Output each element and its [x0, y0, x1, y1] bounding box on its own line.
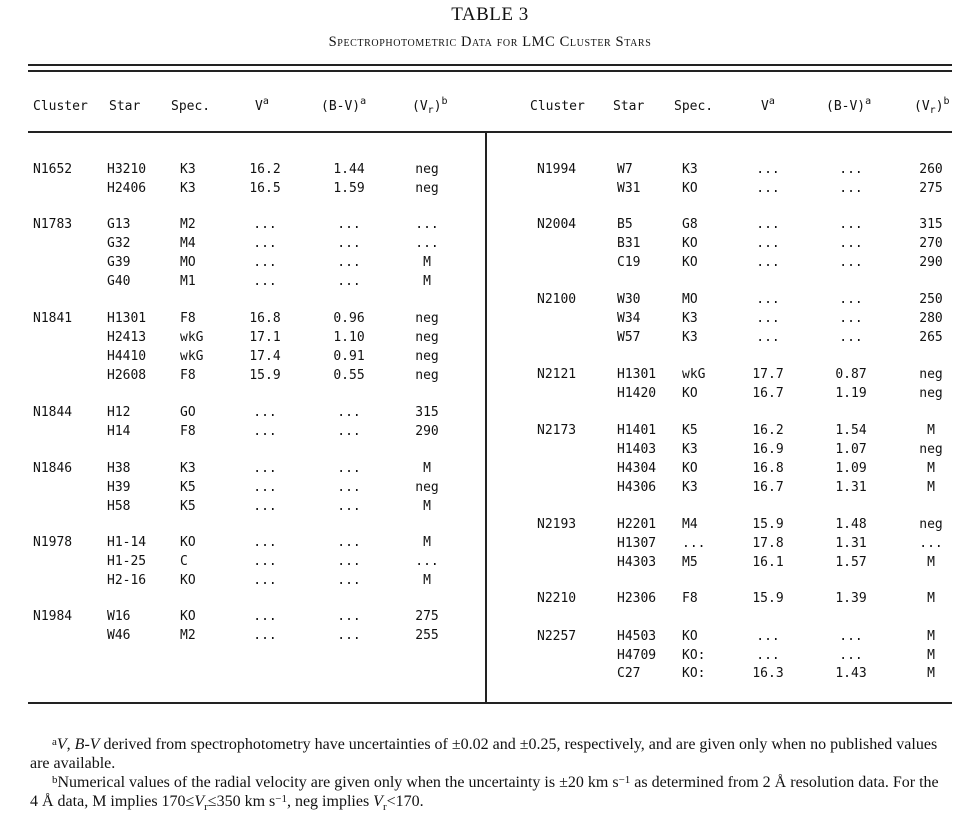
- cell-vr: neg: [415, 162, 439, 177]
- cell-v: ...: [756, 236, 780, 251]
- cell-star: W30: [617, 292, 641, 307]
- cell-vr: ...: [415, 217, 439, 232]
- cell-vr: 280: [919, 311, 943, 326]
- cell-cluster: N2004: [537, 217, 577, 232]
- cell-spec: F8: [682, 591, 698, 606]
- cell-bv: ...: [337, 499, 361, 514]
- cell-v: ...: [253, 461, 277, 476]
- cell-star: H4410: [107, 349, 147, 364]
- cell-vr: neg: [415, 330, 439, 345]
- cell-vr: neg: [415, 368, 439, 383]
- cell-bv: ...: [337, 628, 361, 643]
- col-header-v: $V^a$: [761, 96, 775, 114]
- col-header-bv: $(B-V)^a$: [321, 96, 367, 114]
- cell-v: 17.4: [249, 349, 281, 364]
- cell-bv: ...: [839, 311, 863, 326]
- cell-star: H2608: [107, 368, 147, 383]
- cell-star: G13: [107, 217, 131, 232]
- cell-bv: 0.91: [333, 349, 365, 364]
- cell-bv: ...: [337, 405, 361, 420]
- cell-cluster: N1783: [33, 217, 73, 232]
- cell-vr: 250: [919, 292, 943, 307]
- cell-cluster: N2193: [537, 517, 577, 532]
- cell-v: 16.2: [752, 423, 784, 438]
- cell-bv: 1.54: [835, 423, 867, 438]
- cell-bv: ...: [337, 554, 361, 569]
- col-header-bv: $(B-V)^a$: [826, 96, 872, 114]
- cell-v: ...: [756, 311, 780, 326]
- cell-v: ...: [253, 424, 277, 439]
- cell-bv: ...: [337, 535, 361, 550]
- cell-spec: KO: [180, 573, 196, 588]
- cell-bv: ...: [839, 236, 863, 251]
- cell-cluster: N1994: [537, 162, 577, 177]
- cell-v: 15.9: [752, 591, 784, 606]
- cell-vr: M: [927, 461, 935, 476]
- cell-vr: 275: [415, 609, 439, 624]
- col-header-vr: $(V_r)^b$: [412, 96, 448, 116]
- header-rule: [28, 131, 952, 133]
- cell-spec: KO:: [682, 648, 706, 663]
- cell-star: H38: [107, 461, 131, 476]
- cell-bv: 1.07: [835, 442, 867, 457]
- cell-bv: ...: [337, 424, 361, 439]
- column-divider: [485, 132, 487, 704]
- cell-star: H1307: [617, 536, 657, 551]
- table-caption: Spectrophotometric Data for LMC Cluster Stars: [328, 34, 652, 50]
- cell-star: G32: [107, 236, 131, 251]
- cell-star: H4709: [617, 648, 657, 663]
- col-header-spec: Spec.: [171, 99, 211, 114]
- cell-spec: KO: [682, 386, 698, 401]
- cell-star: H1401: [617, 423, 657, 438]
- cell-spec: K5: [180, 480, 196, 495]
- cell-spec: K3: [682, 442, 698, 457]
- cell-vr: neg: [919, 367, 943, 382]
- cell-v: ...: [756, 648, 780, 663]
- cell-bv: 1.09: [835, 461, 867, 476]
- cell-v: ...: [756, 292, 780, 307]
- cell-bv: ...: [839, 217, 863, 232]
- cell-vr: M: [423, 535, 431, 550]
- cell-spec: ...: [682, 536, 706, 551]
- cell-vr: M: [927, 423, 935, 438]
- cell-v: 16.5: [249, 181, 281, 196]
- cell-vr: neg: [415, 311, 439, 326]
- cell-spec: K3: [682, 311, 698, 326]
- cell-v: ...: [253, 535, 277, 550]
- cell-bv: ...: [337, 480, 361, 495]
- cell-vr: 255: [415, 628, 439, 643]
- cell-v: 16.8: [249, 311, 281, 326]
- cell-v: ...: [253, 573, 277, 588]
- cell-star: H12: [107, 405, 131, 420]
- cell-vr: 315: [415, 405, 439, 420]
- cell-v: 17.7: [752, 367, 784, 382]
- table-label: TABLE 3: [451, 4, 529, 25]
- footnote-b: $^b$Numerical values of the radial velocity are given only when the uncertainty is ±20 km $s^{-1}$ as determined from 2 Å resolution data. For the 4 Å data, M implies $170\le V_r\le 350$ km $s^{-1}$, neg implies $V_r<170$.: [30, 774, 939, 814]
- cell-spec: wkG: [180, 330, 204, 345]
- cell-bv: 1.19: [835, 386, 867, 401]
- cell-star: H2306: [617, 591, 657, 606]
- col-header-v: $V^a$: [255, 96, 269, 114]
- cell-v: 16.9: [752, 442, 784, 457]
- cell-bv: ...: [337, 573, 361, 588]
- col-header-cluster: Cluster: [530, 99, 585, 114]
- cell-bv: 1.44: [333, 162, 365, 177]
- table-footnotes: [30, 735, 950, 817]
- cell-v: ...: [756, 629, 780, 644]
- cell-vr: M: [927, 555, 935, 570]
- cell-bv: ...: [839, 629, 863, 644]
- cell-spec: K3: [682, 330, 698, 345]
- col-header-vr: $(V_r)^b$: [914, 96, 950, 116]
- cell-v: ...: [253, 274, 277, 289]
- cell-spec: M1: [180, 274, 196, 289]
- cell-spec: K5: [180, 499, 196, 514]
- cell-star: H1403: [617, 442, 657, 457]
- cell-star: W31: [617, 181, 641, 196]
- cell-cluster: N1978: [33, 535, 73, 550]
- cell-star: H4304: [617, 461, 657, 476]
- cell-vr: 290: [919, 255, 943, 270]
- cell-spec: KO: [682, 461, 698, 476]
- cell-vr: ...: [415, 554, 439, 569]
- cell-v: 16.8: [752, 461, 784, 476]
- cell-vr: neg: [415, 349, 439, 364]
- cell-spec: K3: [180, 461, 196, 476]
- cell-spec: M4: [682, 517, 698, 532]
- bottom-rule: [28, 702, 952, 704]
- cell-v: ...: [253, 405, 277, 420]
- cell-star: W16: [107, 609, 131, 624]
- cell-star: H2413: [107, 330, 147, 345]
- cell-v: 16.7: [752, 386, 784, 401]
- footnote-a: $^a$V, B-V derived from spectrophotometry have uncertainties of ±0.02 and ±0.25, respectively, and are given only when no published values are available.: [30, 736, 938, 772]
- cell-star: H1-25: [107, 554, 147, 569]
- cell-spec: M4: [180, 236, 196, 251]
- cell-spec: M2: [180, 628, 196, 643]
- cell-vr: 260: [919, 162, 943, 177]
- cell-star: H39: [107, 480, 131, 495]
- cell-v: ...: [756, 255, 780, 270]
- cell-star: H1-14: [107, 535, 147, 550]
- cell-v: ...: [756, 330, 780, 345]
- cell-spec: wkG: [180, 349, 204, 364]
- cell-cluster: N1844: [33, 405, 73, 420]
- cell-cluster: N2100: [537, 292, 577, 307]
- cell-vr: 270: [919, 236, 943, 251]
- cell-spec: MO: [682, 292, 698, 307]
- cell-v: ...: [253, 609, 277, 624]
- cell-star: W46: [107, 628, 131, 643]
- cell-star: H2-16: [107, 573, 147, 588]
- cell-v: 17.8: [752, 536, 784, 551]
- cell-bv: ...: [337, 274, 361, 289]
- cell-vr: neg: [415, 181, 439, 196]
- cell-bv: ...: [337, 236, 361, 251]
- cell-spec: C: [180, 554, 188, 569]
- cell-spec: K3: [180, 181, 196, 196]
- cell-bv: ...: [839, 648, 863, 663]
- cell-spec: F8: [180, 368, 196, 383]
- cell-star: W57: [617, 330, 641, 345]
- cell-vr: 290: [415, 424, 439, 439]
- cell-bv: ...: [337, 609, 361, 624]
- cell-bv: ...: [839, 162, 863, 177]
- cell-cluster: N1984: [33, 609, 73, 624]
- cell-star: B31: [617, 236, 641, 251]
- cell-spec: K3: [180, 162, 196, 177]
- cell-v: ...: [253, 554, 277, 569]
- cell-spec: KO: [682, 181, 698, 196]
- cell-spec: wkG: [682, 367, 706, 382]
- cell-bv: 0.96: [333, 311, 365, 326]
- cell-star: W34: [617, 311, 641, 326]
- cell-bv: 1.43: [835, 666, 867, 681]
- cell-spec: F8: [180, 311, 196, 326]
- cell-spec: MO: [180, 255, 196, 270]
- cell-v: ...: [253, 499, 277, 514]
- cell-star: H3210: [107, 162, 147, 177]
- cell-spec: M2: [180, 217, 196, 232]
- cell-bv: 1.10: [333, 330, 365, 345]
- cell-star: H4503: [617, 629, 657, 644]
- cell-star: C27: [617, 666, 641, 681]
- cell-vr: ...: [415, 236, 439, 251]
- cell-v: 16.3: [752, 666, 784, 681]
- cell-bv: 0.55: [333, 368, 365, 383]
- cell-bv: ...: [337, 461, 361, 476]
- cell-vr: M: [927, 666, 935, 681]
- cell-bv: ...: [337, 217, 361, 232]
- cell-spec: G8: [682, 217, 698, 232]
- cell-bv: ...: [839, 292, 863, 307]
- cell-star: H14: [107, 424, 131, 439]
- cell-vr: M: [927, 591, 935, 606]
- cell-vr: ...: [919, 536, 943, 551]
- cell-bv: 1.59: [333, 181, 365, 196]
- cell-star: H2406: [107, 181, 147, 196]
- cell-vr: neg: [919, 517, 943, 532]
- cell-v: ...: [253, 255, 277, 270]
- cell-spec: KO:: [682, 666, 706, 681]
- cell-spec: KO: [682, 236, 698, 251]
- cell-v: ...: [756, 181, 780, 196]
- col-header-cluster: Cluster: [33, 99, 88, 114]
- cell-star: H1301: [617, 367, 657, 382]
- cell-v: 17.1: [249, 330, 281, 345]
- cell-v: ...: [253, 217, 277, 232]
- cell-star: G39: [107, 255, 131, 270]
- cell-vr: neg: [415, 480, 439, 495]
- top-rule-2: [28, 70, 952, 72]
- cell-bv: 1.48: [835, 517, 867, 532]
- cell-star: H4306: [617, 480, 657, 495]
- cell-spec: M5: [682, 555, 698, 570]
- cell-star: H58: [107, 499, 131, 514]
- cell-star: H1301: [107, 311, 147, 326]
- cell-vr: 315: [919, 217, 943, 232]
- cell-bv: ...: [839, 181, 863, 196]
- cell-v: ...: [253, 480, 277, 495]
- cell-cluster: N2257: [537, 629, 577, 644]
- cell-v: 16.7: [752, 480, 784, 495]
- cell-bv: 1.39: [835, 591, 867, 606]
- col-header-star: Star: [109, 99, 141, 114]
- cell-vr: neg: [919, 386, 943, 401]
- cell-spec: K5: [682, 423, 698, 438]
- cell-spec: K3: [682, 162, 698, 177]
- cell-star: H4303: [617, 555, 657, 570]
- cell-spec: KO: [682, 629, 698, 644]
- cell-cluster: N2121: [537, 367, 577, 382]
- col-header-star: Star: [613, 99, 645, 114]
- top-rule-1: [28, 64, 952, 66]
- cell-star: H1420: [617, 386, 657, 401]
- cell-bv: 0.87: [835, 367, 867, 382]
- cell-star: G40: [107, 274, 131, 289]
- cell-v: 15.9: [752, 517, 784, 532]
- cell-spec: K3: [682, 480, 698, 495]
- cell-cluster: N2173: [537, 423, 577, 438]
- cell-star: C19: [617, 255, 641, 270]
- cell-star: B5: [617, 217, 633, 232]
- cell-vr: neg: [919, 442, 943, 457]
- cell-cluster: N2210: [537, 591, 577, 606]
- cell-spec: KO: [682, 255, 698, 270]
- cell-bv: ...: [839, 330, 863, 345]
- cell-vr: M: [927, 480, 935, 495]
- cell-bv: 1.31: [835, 480, 867, 495]
- cell-vr: M: [423, 499, 431, 514]
- cell-bv: 1.31: [835, 536, 867, 551]
- cell-vr: M: [423, 461, 431, 476]
- cell-star: W7: [617, 162, 633, 177]
- cell-v: ...: [253, 628, 277, 643]
- cell-vr: M: [423, 573, 431, 588]
- cell-cluster: N1846: [33, 461, 73, 476]
- cell-v: ...: [756, 217, 780, 232]
- cell-cluster: N1652: [33, 162, 73, 177]
- cell-vr: M: [423, 274, 431, 289]
- cell-vr: M: [927, 648, 935, 663]
- cell-vr: M: [927, 629, 935, 644]
- cell-v: 16.2: [249, 162, 281, 177]
- cell-cluster: N1841: [33, 311, 73, 326]
- cell-v: 15.9: [249, 368, 281, 383]
- cell-bv: ...: [839, 255, 863, 270]
- cell-v: ...: [756, 162, 780, 177]
- cell-spec: GO: [180, 405, 196, 420]
- cell-vr: M: [423, 255, 431, 270]
- cell-v: 16.1: [752, 555, 784, 570]
- cell-spec: KO: [180, 535, 196, 550]
- cell-vr: 275: [919, 181, 943, 196]
- cell-vr: 265: [919, 330, 943, 345]
- cell-bv: ...: [337, 255, 361, 270]
- cell-spec: F8: [180, 424, 196, 439]
- cell-bv: 1.57: [835, 555, 867, 570]
- cell-spec: KO: [180, 609, 196, 624]
- cell-star: H2201: [617, 517, 657, 532]
- col-header-spec: Spec.: [674, 99, 714, 114]
- cell-v: ...: [253, 236, 277, 251]
